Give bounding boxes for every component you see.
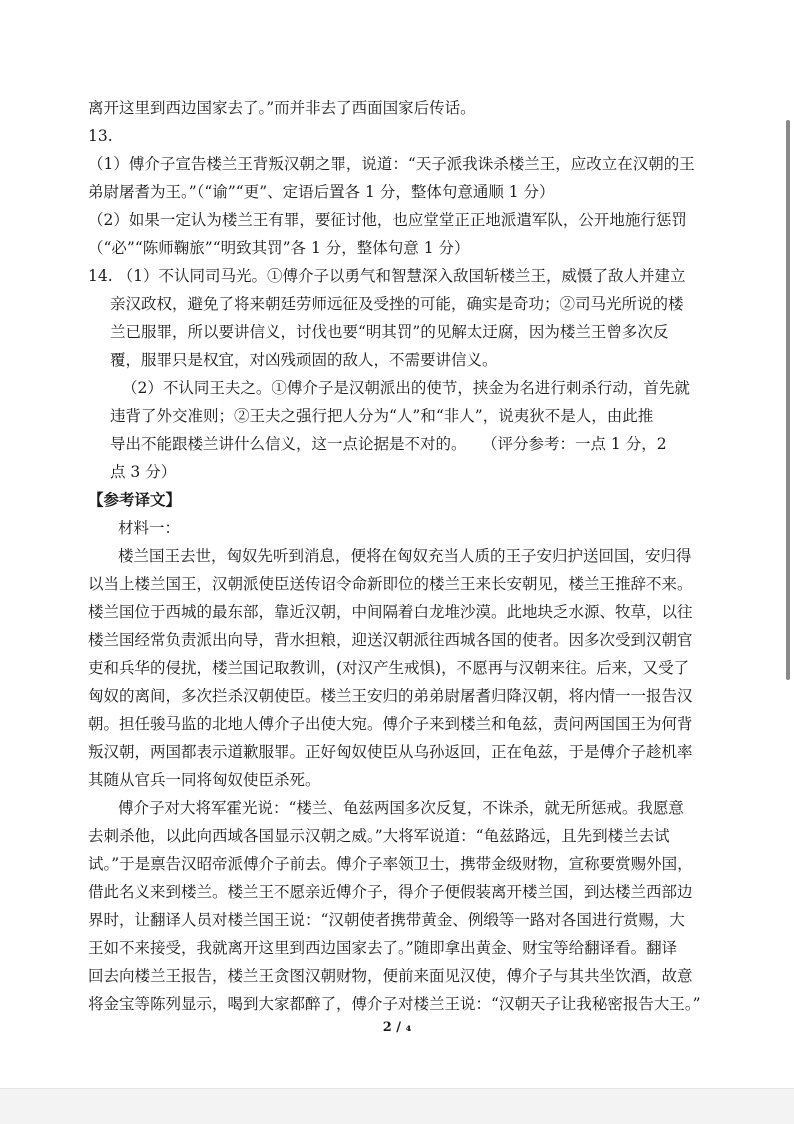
paragraph-line: 以当上楼兰国王，汉朝派使臣送传诏令命新即位的楼兰王来长安朝见，楼兰王推辞不来。 <box>88 575 693 593</box>
subsection-label: 材料一： <box>118 519 181 537</box>
text-line: 导出不能跟楼兰讲什么信义，这一点论据是不对的。 （评分参考：一点 1 分，2 <box>110 435 667 453</box>
text-line: 兰已服罪，所以要讲信义，讨伐也要“明其罚”的见解太迂腐，因为楼兰王曾多次反 <box>110 323 669 341</box>
paragraph-line: 朝。担任骏马监的北地人傅介子出使大宛。傅介子来到楼兰和龟兹，责问两国国王为何背 <box>88 715 693 733</box>
paragraph-line: 楼兰国经常负责派出向导，背水担粮，迎送汉朝派往西城各国的使者。因多次受到汉朝官 <box>88 631 693 649</box>
paragraph-line: 回去向楼兰王报告，楼兰王贪图汉朝财物，便前来面见汉使，傅介子与其共坐饮酒，故意 <box>88 967 693 985</box>
question-number: 13. <box>88 127 113 145</box>
paragraph-line: 试。”于是禀告汉昭帝派傅介子前去。傅介子率领卫士，携带金级财物，宣称要赏赐外国， <box>88 855 693 873</box>
text-line: （2）如果一定认为楼兰王有罪，要征讨他，也应堂堂正正地派遣军队，公开地施行惩罚 <box>88 211 687 229</box>
question-line: 14. （1）不认同司马光。①傅介子以勇气和智慧深入敌国斩楼兰王，威慑了敌人并建立 <box>88 267 686 285</box>
vertical-scrollbar[interactable] <box>786 120 790 680</box>
paragraph-line: 楼兰国位于西城的最东部，靠近汉朝，中间隔着白龙堆沙漠。此地块乏水源、牧草，以往 <box>88 603 693 621</box>
text-line: （2）不认同王夫之。①傅介子是汉朝派出的使节，挟金为名进行刺杀行动，首先就 <box>122 379 690 397</box>
text-line: 点 3 分） <box>110 463 177 481</box>
text-line: 亲汉政权，避免了将来朝廷劳师远征及受挫的可能，确实是奇功；②司马光所说的楼 <box>110 295 684 313</box>
text-line: （1）傅介子宣告楼兰王背叛汉朝之罪，说道：“天子派我诛杀楼兰王，应改立在汉朝的王 <box>88 155 695 173</box>
paragraph-line: 匈奴的离间，多次拦杀汉朝使臣。楼兰王安归的弟弟尉屠耆归降汉朝，将内情一一报告汉 <box>88 687 693 705</box>
paragraph-line: 叛汉朝，两国都表示道歉服罪。正好匈奴使臣从乌孙返回，正在龟兹，于是傅介子趁机率 <box>88 743 693 761</box>
text-line: 离开这里到西边国家去了。”而并非去了西面国家后传话。 <box>88 99 476 117</box>
paragraph-line: 将金宝等陈列显示，喝到大家都醉了，傅介子对楼兰王说：“汉朝天子让我秘密报告大王。” <box>88 995 701 1013</box>
paragraph-line: 其随从官兵一同将匈奴使臣杀死。 <box>88 771 321 789</box>
paragraph-line: 去刺杀他，以此向西域各国显示汉朝之威。”大将军说道：“龟兹路远，且先到楼兰去试 <box>88 827 670 845</box>
viewer-bottom-bar <box>0 1088 794 1124</box>
paragraph-line: 界时，让翻译人员对楼兰国王说：“汉朝使者携带黄金、例缎等一路对各国进行赏赐，大 <box>88 911 685 929</box>
paragraph-line: 吏和兵华的侵扰，楼兰国记取教训，(对汉产生戒惧)，不愿再与汉朝来往。后来，又受了 <box>88 659 690 677</box>
section-heading: 【参考译文】 <box>88 490 182 509</box>
text-line: （“必”“陈师鞠旅”“明致其罚”各 1 分，整体句意 1 分） <box>88 239 470 257</box>
text-line: 覆，服罪只是权宜，对凶残顽固的敌人，不需要讲信义。 <box>110 351 498 369</box>
paragraph-line: 傅介子对大将军霍光说：“楼兰、龟兹两国多次反复，不诛杀，就无所惩戒。我愿意 <box>118 799 684 817</box>
document-body <box>88 94 728 1018</box>
paragraph-line: 借此名义来到楼兰。楼兰王不愿亲近傅介子，得介子便假装离开楼兰国，到达楼兰西部边 <box>88 883 693 901</box>
text-line: 违背了外交准则；②王夫之强行把人分为“人”和“非人”，说夷狄不是人，由此推 <box>110 407 654 425</box>
paragraph-line: 王如不来接受，我就离开这里到西边国家去了。”随即拿出黄金、财宝等给翻译看。翻译 <box>88 939 678 957</box>
text-line: 弟尉屠耆为王。”（“谕”“更”、定语后置各 1 分，整体句意通顺 1 分） <box>88 183 555 201</box>
page-number: 2 / ₄ <box>382 1020 412 1035</box>
paragraph-line: 楼兰国王去世，匈奴先听到消息，便将在匈奴充当人质的王子安归护送回国，安归得 <box>118 547 692 565</box>
